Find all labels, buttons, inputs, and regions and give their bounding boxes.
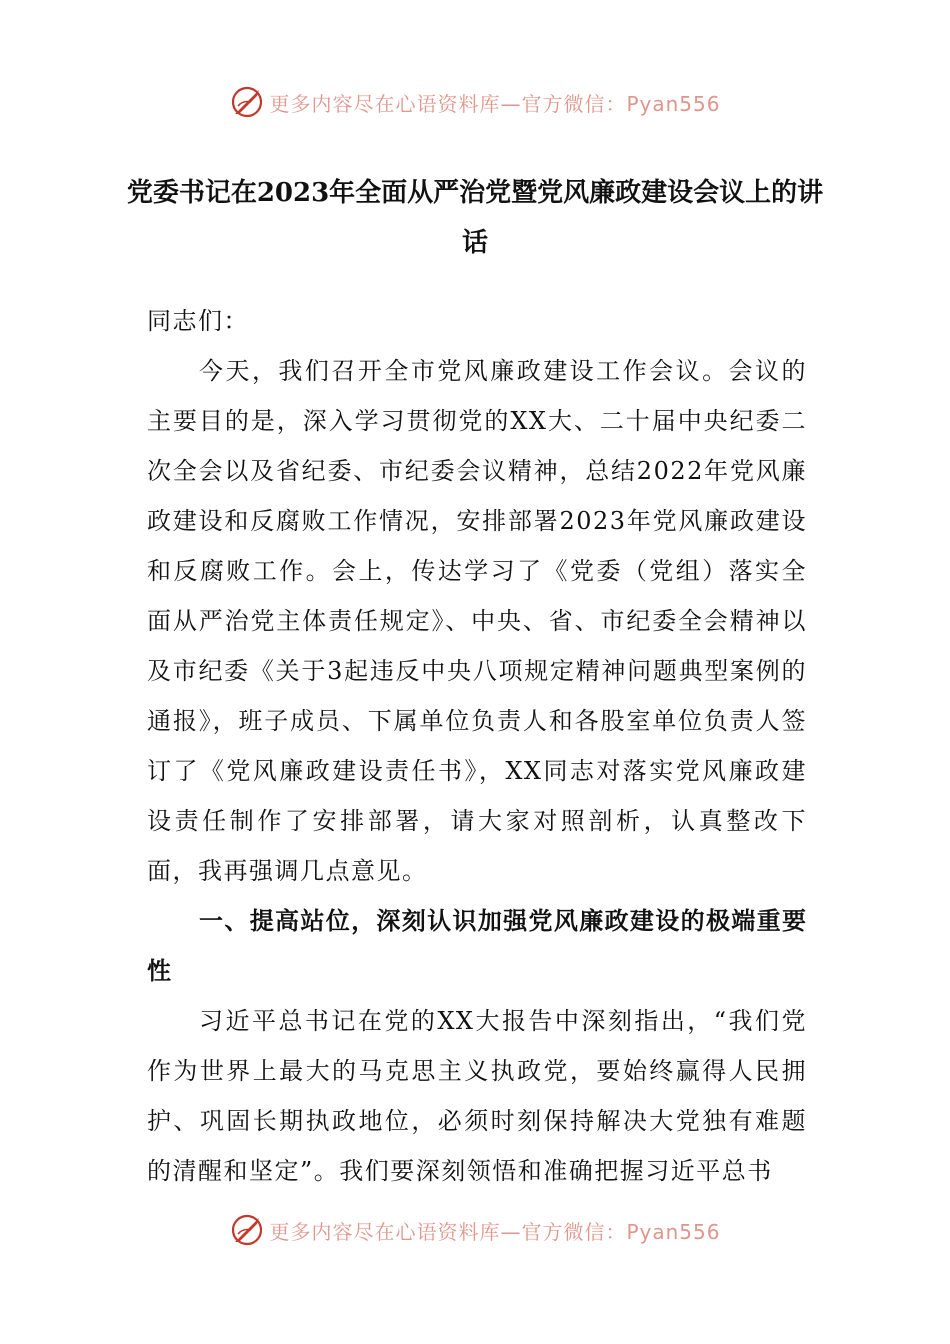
paragraph-2: 习近平总书记在党的XX大报告中深刻指出，“我们党作为世界上最大的马克思主义执政党，要始终赢得人民拥护、巩固长期执政地位，必须时刻保持解决大党独有难题的清醒和坚定”。我们要深刻领悟和准确把握习近平总书 [147,1007,807,1185]
salutation: 同志们： [147,307,249,335]
section-heading-1: 一、提高站位，深刻认识加强党风廉政建设的极端重要性 [147,906,807,985]
footer-watermark-text: 更多内容尽在心语资料库—官方微信：Pyan556 [269,1219,721,1244]
header-watermark [0,82,950,122]
document-body [147,296,807,1196]
footer-watermark [0,1210,950,1250]
header-watermark-text: 更多内容尽在心语资料库—官方微信：Pyan556 [269,91,721,116]
pen-circle-logo-icon [229,84,265,120]
document-title: 党委书记在2023年全面从严治党暨党风廉政建设会议上的讲话 [126,178,824,258]
paragraph-1: 今天，我们召开全市党风廉政建设工作会议。会议的主要目的是，深入学习贯彻党的XX大、二十届中央纪委二次全会以及省纪委、市纪委会议精神，总结2022年党风廉政建设和反腐败工作情况，安排部署2023年党风廉政建设和反腐败工作。会上，传达学习了《党委（党组）落实全面从严治党主体责任规定》、中央、省、市纪委全会精神以及市纪委《关于3起违反中央八项规定精神问题典型案例的通报》，班子成员、下属单位负责人和各股室单位负责人签订了《党风廉政建设责任书》，XX同志对落实党风廉政建设责任制作了安排部署，请大家对照剖析，认真整改下面，我再强调几点意见。 [147,357,807,885]
pen-circle-logo-icon [229,1212,265,1248]
